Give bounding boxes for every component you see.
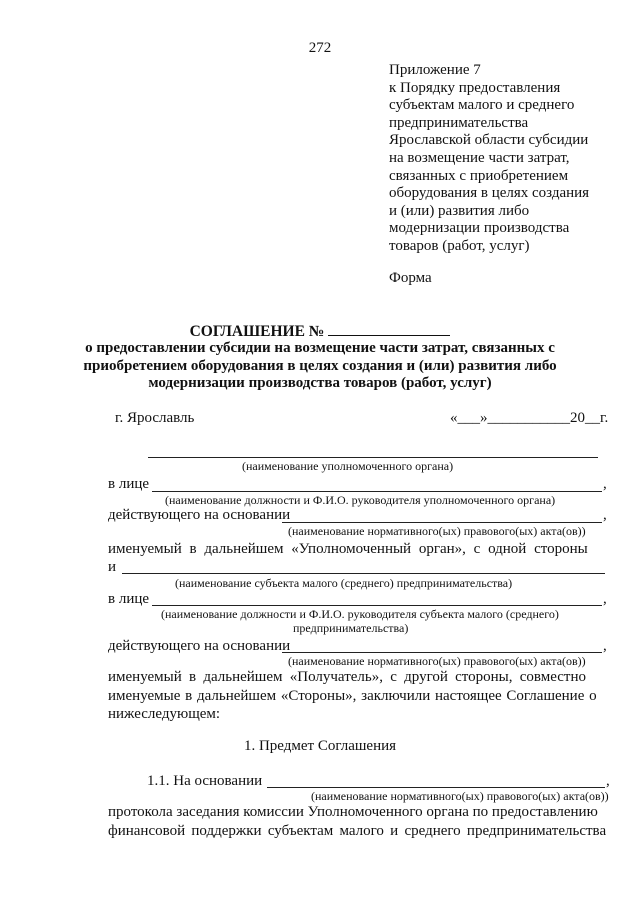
subject-head-caption-2: предпринимательства) [293,621,409,635]
place-text: г. Ярославль [115,410,195,426]
clause-basis-caption: (наименование нормативного(ых) правового(ых) акта(ов)) [311,789,609,803]
appendix-line: и (или) развития либо [389,202,530,219]
form-label: Форма [389,270,432,286]
appendix-line: субъектам малого и среднего [389,97,575,114]
appendix-line: товаров (работ, услуг) [389,237,530,254]
appendix-line: предпринимательства [389,114,529,131]
appendix-line: Ярославской области субсидии [389,132,589,149]
date-field[interactable]: «___»___________20__г. [450,410,609,426]
subtitle-line: модернизации производства товаров (работ, услуг) [148,375,492,392]
named-authority-text: именуемый в дальнейшем «Уполномоченный орган», с одной стороны [108,541,588,557]
acting-basis-line-2[interactable] [282,652,602,653]
subject-caption: (наименование субъекта малого (среднего) предпринимательства) [175,576,513,590]
in-person-label-2: в лице [108,591,150,607]
subject-head-line[interactable] [152,605,602,606]
appendix-line: оборудования в целях создания [389,185,590,202]
subtitle-line: приобретением оборудования в целях создания и (или) развития либо [83,357,557,374]
acting-basis-caption: (наименование нормативного(ых) правового(ых) акта(ов)) [288,524,586,538]
authority-head-caption: (наименование должности и Ф.И.О. руководителя уполномоченного органа) [165,493,556,507]
document-title [0,322,640,341]
clause-text-line: протокола заседания комиссии Уполномоченного органа по предоставлению [108,804,598,820]
authority-caption: (наименование уполномоченного органа) [242,459,454,473]
in-person-label: в лице [108,476,150,492]
acting-basis-label: действующего на основании [108,507,291,523]
appendix-line: Приложение 7 [389,62,481,78]
subtitle-line: о предоставлении субсидии на возмещение части затрат, связанных с [85,340,555,356]
appendix-line: к Порядку предоставления [389,79,561,96]
document-subtitle [0,340,640,393]
title-text: СОГЛАШЕНИЕ № [189,323,325,340]
appendix-block [389,62,589,256]
subject-head-caption: (наименование должности и Ф.И.О. руководителя субъекта малого (среднего) [161,607,559,621]
authority-head-line[interactable] [152,491,602,492]
recipient-line: именуемые в дальнейшем «Стороны», заключили настоящее Соглашение о [108,688,597,704]
recipient-line: нижеследующем: [108,706,221,722]
clause-start: 1.1. На основании [147,773,263,789]
section-heading: 1. Предмет Соглашения [243,738,397,754]
appendix-line: модернизации производства [389,220,570,237]
appendix-line: на возмещение части затрат, [389,149,570,166]
and-label: и [108,559,117,575]
appendix-line: связанных с приобретением [389,167,569,184]
clause-basis-line[interactable] [267,787,605,788]
acting-basis-label-2: действующего на основании [108,638,291,654]
recipient-line: именуемый в дальнейшем «Получатель», с другой стороны, совместно [108,669,586,685]
clause-text-line: финансовой поддержки субъектам малого и среднего предпринимательства [108,823,607,839]
agreement-number-field[interactable] [328,322,450,336]
page-number: 272 [308,40,332,56]
acting-basis-line[interactable] [282,522,602,523]
authority-name-line[interactable] [148,457,598,458]
subject-name-line[interactable] [122,573,605,574]
acting-basis-caption-2: (наименование нормативного(ых) правового(ых) акта(ов)) [288,654,586,668]
